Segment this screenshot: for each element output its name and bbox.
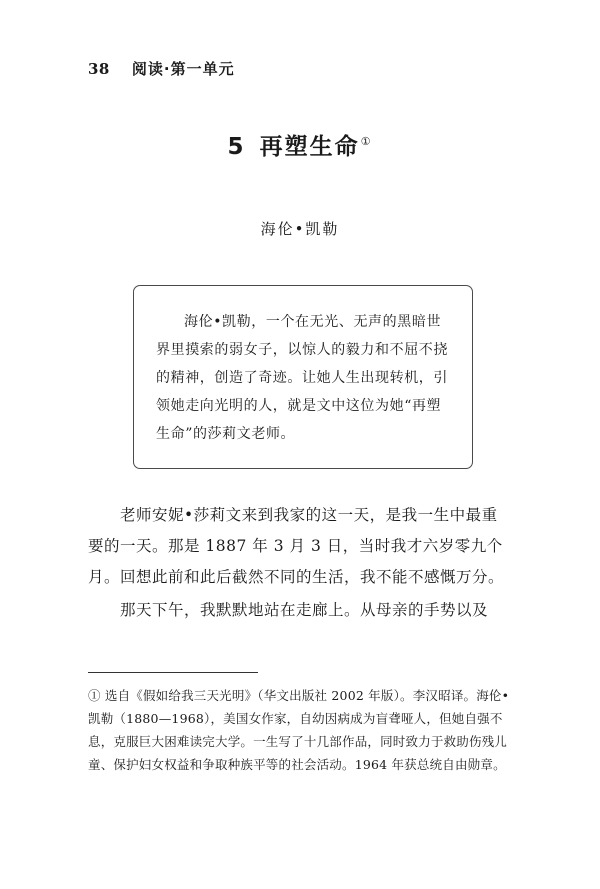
running-head-title: 阅读·第一单元: [131, 60, 235, 78]
page-number: 38: [88, 60, 110, 78]
footnote-text: ① 选自《假如给我三天光明》（华文出版社 2002 年版）。李汉昭译。海伦•凯勒（1880—1968），美国女作家，自幼因病成为盲聋哑人，但她自强不息，克服巨大困难读完大学。一生写了十几部作品，同时致力于救助伤残儿童、保护妇女权益和争取种族平等的社会活动。1964 年获总统自由勋章。: [88, 688, 510, 772]
body-paragraph: 老师安妮•莎莉文来到我家的这一天，是我一生中最重要的一天。那是 1887 年 3 月 3 日，当时我才六岁零九个月。回想此前和此后截然不同的生活，我不能不感慨万分。: [88, 506, 505, 586]
author-name: 海伦•凯勒: [260, 220, 340, 238]
footnote-reference-marker: ①: [360, 135, 373, 149]
running-head: [88, 58, 235, 79]
body-text: [88, 500, 512, 628]
intro-box-container: [133, 285, 473, 469]
body-paragraph: 那天下午，我默默地站在走廊上。从母亲的手势以及: [120, 601, 489, 619]
lesson-number: 5: [227, 134, 246, 160]
footnote-divider: [88, 672, 258, 673]
lesson-title-text: 再塑生命: [259, 134, 360, 160]
footnote: [88, 684, 512, 776]
intro-box: [133, 285, 473, 469]
page-title: [0, 128, 600, 161]
intro-box-text: 海伦•凯勒，一个在无光、无声的黑暗世界里摸索的弱女子，以惊人的毅力和不屈不挠的精神，创造了奇迹。让她人生出现转机，引领她走向光明的人，就是文中这位为她“再塑生命”的莎莉文老师。: [156, 314, 448, 442]
